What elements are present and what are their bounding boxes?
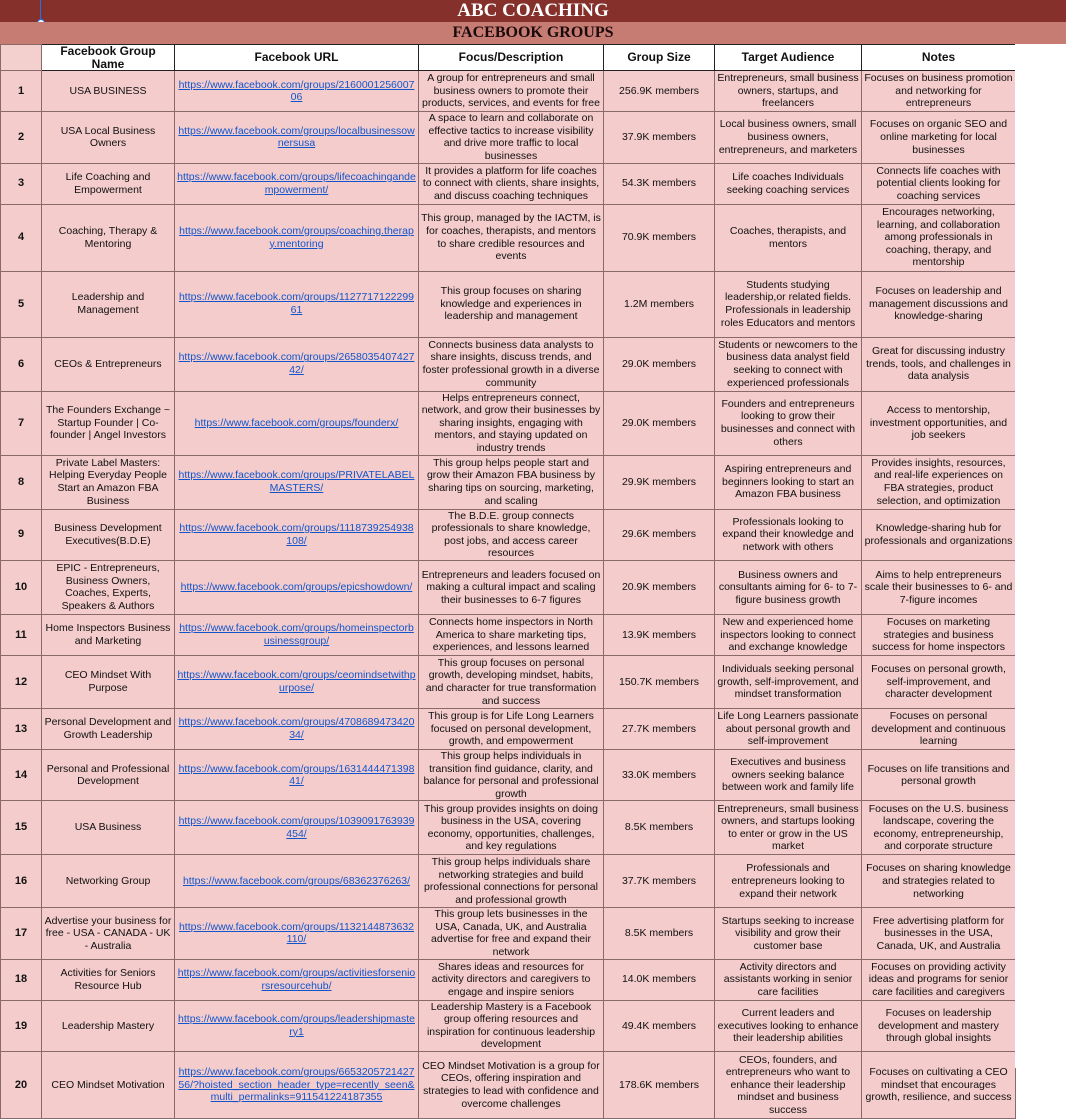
group-size-cell[interactable]: 29.9K members (604, 455, 715, 509)
row-number[interactable]: 7 (1, 391, 42, 455)
facebook-url-cell[interactable] (175, 959, 419, 1000)
facebook-url-link[interactable]: https://www.facebook.com/groups/1132144873632110/ (178, 920, 415, 946)
row-number[interactable]: 14 (1, 749, 42, 800)
group-name-cell[interactable]: Activities for Seniors Resource Hub (42, 959, 175, 1000)
facebook-url-cell[interactable] (175, 560, 419, 614)
focus-description-cell[interactable]: Leadership Mastery is a Facebook group offering resources and inspiration for continuous leadership development (419, 1000, 604, 1051)
facebook-url-link[interactable]: https://www.facebook.com/groups/homeinspectorbusinessgroup/ (179, 622, 414, 647)
target-audience-cell[interactable]: Entrepreneurs, small business owners, and startups looking to enter or grow in the US market (715, 801, 862, 855)
table-row (1, 708, 1016, 749)
table-row (1, 455, 1016, 509)
group-size-cell[interactable]: 27.7K members (604, 708, 715, 749)
focus-description-cell[interactable]: This group helps individuals share networking strategies and build professional connections for personal and professional growth (419, 855, 604, 908)
group-name-cell[interactable]: EPIC - Entrepreneurs, Business Owners, Coaches, Experts, Speakers & Authors (42, 560, 175, 614)
header-group-name[interactable]: Facebook Group Name (42, 45, 175, 71)
row-number[interactable]: 15 (1, 801, 42, 855)
notes-cell[interactable]: Focuses on cultivating a CEO mindset that encourages growth, resilience, and success (862, 1052, 1016, 1119)
group-size-cell[interactable]: 178.6K members (604, 1052, 715, 1119)
focus-description-cell[interactable]: This group lets businesses in the USA, Canada, UK, and Australia advertise for free and expand their network (419, 908, 604, 959)
facebook-url-link[interactable]: https://www.facebook.com/groups/216000125600706 (178, 78, 415, 104)
group-name-cell[interactable]: Home Inspectors Business and Marketing (42, 614, 175, 655)
table-row (1, 801, 1016, 855)
notes-cell[interactable]: Great for discussing industry trends, tools, and challenges in data analysis (862, 337, 1016, 391)
notes-cell[interactable]: Focuses on providing activity ideas and programs for senior care facilities and caregivers (862, 959, 1016, 1000)
group-name-cell[interactable]: Private Label Masters: Helping Everyday People Start an Amazon FBA Business (42, 455, 175, 509)
table-row (1, 1052, 1016, 1119)
facebook-url-link[interactable]: https://www.facebook.com/groups/ceomindsetwithpurpose/ (177, 669, 416, 694)
group-name-cell[interactable]: Coaching, Therapy & Mentoring (42, 204, 175, 271)
target-audience-cell[interactable]: Current leaders and executives looking to enhance their leadership abilities (715, 1000, 862, 1051)
focus-description-cell[interactable]: This group is for Life Long Learners focused on personal development, growth, and empowerment (419, 708, 604, 749)
table-row (1, 509, 1016, 560)
facebook-url-cell[interactable] (175, 614, 419, 655)
target-audience-cell[interactable]: Life coaches Individuals seeking coaching services (715, 163, 862, 204)
group-size-cell[interactable]: 29.6K members (604, 509, 715, 560)
sheet-subtitle-cell[interactable]: FACEBOOK GROUPS (0, 22, 1066, 44)
target-audience-cell[interactable]: CEOs, founders, and entrepreneurs who want to enhance their leadership mindset and business success (715, 1052, 862, 1119)
focus-description-cell[interactable]: This group helps individuals in transition find guidance, clarity, and balance for personal and professional growth (419, 749, 604, 800)
focus-description-cell[interactable]: It provides a platform for life coaches to connect with clients, share insights, and discuss coaching techniques (419, 163, 604, 204)
notes-cell[interactable]: Focuses on life transitions and personal growth (862, 749, 1016, 800)
facebook-url-cell[interactable] (175, 163, 419, 204)
row-number[interactable]: 13 (1, 708, 42, 749)
row-number[interactable]: 4 (1, 204, 42, 271)
row-number[interactable]: 5 (1, 271, 42, 337)
group-size-cell[interactable]: 37.7K members (604, 855, 715, 908)
table-row (1, 560, 1016, 614)
facebook-url-link[interactable]: https://www.facebook.com/groups/coaching.therapy.mentoring (179, 224, 414, 250)
facebook-url-link[interactable]: https://www.facebook.com/groups/68362376263/ (182, 874, 411, 887)
row-number[interactable]: 3 (1, 163, 42, 204)
facebook-url-cell[interactable] (175, 455, 419, 509)
target-audience-cell[interactable]: Students studying leadership,or related fields. Professionals in leadership roles Educators and mentors (715, 271, 862, 337)
group-size-cell[interactable]: 8.5K members (604, 908, 715, 959)
focus-description-cell[interactable]: A group for entrepreneurs and small business owners to promote their products, services, and events for free (419, 71, 604, 112)
target-audience-cell[interactable]: Local business owners, small business owners, entrepreneurs, and marketers (715, 112, 862, 163)
target-audience-cell[interactable]: Activity directors and assistants working in senior care facilities (715, 959, 862, 1000)
group-size-cell[interactable]: 8.5K members (604, 801, 715, 855)
focus-description-cell[interactable]: Connects home inspectors in North America to share marketing tips, experiences, and lessons learned (419, 614, 604, 655)
table-row (1, 614, 1016, 655)
focus-description-cell[interactable]: The B.D.E. group connects professionals to share knowledge, post jobs, and access career resources (419, 509, 604, 560)
table-row (1, 271, 1016, 337)
facebook-url-cell[interactable] (175, 1052, 419, 1119)
notes-cell[interactable]: Focuses on marketing strategies and business success for home inspectors (862, 614, 1016, 655)
table-row (1, 655, 1016, 708)
facebook-url-link[interactable]: https://www.facebook.com/groups/1118739254938108/ (179, 522, 414, 547)
header-group-size[interactable]: Group Size (604, 45, 715, 71)
group-size-cell[interactable]: 70.9K members (604, 204, 715, 271)
row-number[interactable]: 18 (1, 959, 42, 1000)
row-number[interactable]: 8 (1, 455, 42, 509)
group-name-cell[interactable]: Personal and Professional Development (42, 749, 175, 800)
notes-cell[interactable]: Connects life coaches with potential clients looking for coaching services (862, 163, 1016, 204)
facebook-url-cell[interactable] (175, 855, 419, 908)
group-name-cell[interactable]: Leadership and Management (42, 271, 175, 337)
target-audience-cell[interactable]: Entrepreneurs, small business owners, startups, and freelancers (715, 71, 862, 112)
facebook-url-cell[interactable] (175, 204, 419, 271)
facebook-url-link[interactable]: https://www.facebook.com/groups/leadershipmastery1 (178, 1013, 415, 1038)
facebook-url-link[interactable]: https://www.facebook.com/groups/founderx/ (194, 416, 399, 429)
facebook-url-link[interactable]: https://www.facebook.com/groups/112771712229961 (178, 291, 415, 317)
notes-cell[interactable]: Focuses on leadership and management discussions and knowledge-sharing (862, 271, 1016, 337)
table-row (1, 71, 1016, 112)
target-audience-cell[interactable]: Individuals seeking personal growth, self-improvement, and mindset transformation (715, 655, 862, 708)
focus-description-cell[interactable]: Connects business data analysts to share insights, discuss trends, and foster professional growth in a diverse community (419, 337, 604, 391)
row-number[interactable]: 19 (1, 1000, 42, 1051)
focus-description-cell[interactable]: Shares ideas and resources for activity directors and caregivers to engage and inspire seniors (419, 959, 604, 1000)
group-size-cell[interactable]: 54.3K members (604, 163, 715, 204)
notes-cell[interactable]: Focuses on organic SEO and online marketing for local businesses (862, 112, 1016, 163)
row-number[interactable]: 17 (1, 908, 42, 959)
group-name-cell[interactable]: CEO Mindset With Purpose (42, 655, 175, 708)
facebook-url-cell[interactable] (175, 801, 419, 855)
group-name-cell[interactable]: Business Development Executives(B.D.E) (42, 509, 175, 560)
facebook-url-cell[interactable] (175, 509, 419, 560)
header-row (1, 45, 1016, 71)
focus-description-cell[interactable]: This group focuses on personal growth, developing mindset, habits, and character for true transformation and success (419, 655, 604, 708)
facebook-url-link[interactable]: https://www.facebook.com/groups/470868947342034/ (178, 716, 415, 741)
header-notes[interactable]: Notes (862, 45, 1016, 71)
group-size-cell[interactable]: 13.9K members (604, 614, 715, 655)
header-facebook-url[interactable]: Facebook URL (175, 45, 419, 71)
table-row (1, 1000, 1016, 1051)
focus-description-cell[interactable]: This group provides insights on doing business in the USA, covering economy, opportunities, challenges, and key regulations (419, 801, 604, 855)
sheet-title-cell[interactable]: ABC COACHING (0, 0, 1066, 22)
row-number[interactable]: 6 (1, 337, 42, 391)
facebook-url-link[interactable]: https://www.facebook.com/groups/1039091763939454/ (178, 815, 415, 840)
table-row (1, 391, 1016, 455)
facebook-groups-table (0, 44, 1016, 1119)
notes-cell[interactable]: Access to mentorship, investment opportunities, and job seekers (862, 391, 1016, 455)
notes-cell[interactable]: Knowledge-sharing hub for professionals and organizations (862, 509, 1016, 560)
row-number[interactable]: 1 (1, 71, 42, 112)
target-audience-cell[interactable]: Executives and business owners seeking balance between work and family life (715, 749, 862, 800)
facebook-url-link[interactable]: https://www.facebook.com/groups/epicshowdown/ (180, 581, 413, 594)
notes-cell[interactable]: Encourages networking, learning, and collaboration among professionals in coaching, therapy, and mentorship (862, 204, 1016, 271)
row-number[interactable]: 20 (1, 1052, 42, 1119)
notes-cell[interactable]: Focuses on personal growth, self-improvement, and character development (862, 655, 1016, 708)
focus-description-cell[interactable]: This group, managed by the IACTM, is for coaches, therapists, and mentors to share credible resources and events (419, 204, 604, 271)
facebook-url-cell[interactable] (175, 1000, 419, 1051)
notes-cell[interactable]: Provides insights, resources, and real-life experiences on FBA strategies, product selection, and optimization (862, 455, 1016, 509)
row-number[interactable]: 11 (1, 614, 42, 655)
group-name-cell[interactable]: USA Business (42, 801, 175, 855)
group-name-cell[interactable]: Leadership Mastery (42, 1000, 175, 1051)
group-name-cell[interactable]: Advertise your business for free - USA - CANADA - UK - Australia (42, 908, 175, 959)
notes-cell[interactable]: Focuses on the U.S. business landscape, covering the economy, entrepreneurship, and corporate structure (862, 801, 1016, 855)
table-row (1, 337, 1016, 391)
group-name-cell[interactable]: USA Local Business Owners (42, 112, 175, 163)
facebook-url-link[interactable]: https://www.facebook.com/groups/PRIVATELABELMASTERS/ (178, 469, 415, 495)
notes-cell[interactable]: Focuses on personal development and continuous learning (862, 708, 1016, 749)
group-size-cell[interactable]: 29.0K members (604, 391, 715, 455)
facebook-url-cell[interactable] (175, 908, 419, 959)
group-name-cell[interactable]: Personal Development and Growth Leadership (42, 708, 175, 749)
facebook-url-link[interactable]: https://www.facebook.com/groups/lifecoachingandempowerment/ (177, 170, 416, 196)
group-size-cell[interactable]: 49.4K members (604, 1000, 715, 1051)
group-size-cell[interactable]: 14.0K members (604, 959, 715, 1000)
target-audience-cell[interactable]: Students or newcomers to the business data analyst field seeking to connect with experienced professionals (715, 337, 862, 391)
target-audience-cell[interactable]: Coaches, therapists, and mentors (715, 204, 862, 271)
row-number[interactable]: 10 (1, 560, 42, 614)
focus-description-cell[interactable]: This group helps people start and grow their Amazon FBA business by sharing tips on sourcing, marketing, and scaling (419, 455, 604, 509)
facebook-url-cell[interactable] (175, 271, 419, 337)
facebook-url-link[interactable]: https://www.facebook.com/groups/localbusinessownersusa (178, 124, 415, 150)
focus-description-cell[interactable]: This group focuses on sharing knowledge and experiences in leadership and management (419, 271, 604, 337)
table-row (1, 112, 1016, 163)
group-size-cell[interactable]: 1.2M members (604, 271, 715, 337)
header-focus-description[interactable]: Focus/Description (419, 45, 604, 71)
facebook-url-cell[interactable] (175, 391, 419, 455)
notes-cell[interactable]: Focuses on leadership development and mastery through global insights (862, 1000, 1016, 1051)
group-name-cell[interactable]: CEO Mindset Motivation (42, 1052, 175, 1119)
focus-description-cell[interactable]: Entrepreneurs and leaders focused on making a cultural impact and scaling their businesses to 6-7 figures (419, 560, 604, 614)
focus-description-cell[interactable]: CEO Mindset Motivation is a group for CEOs, offering inspiration and strategies to lead with confidence and overcome challenges (419, 1052, 604, 1119)
target-audience-cell[interactable]: Startups seeking to increase visibility and grow their customer base (715, 908, 862, 959)
group-size-cell[interactable]: 20.9K members (604, 560, 715, 614)
target-audience-cell[interactable]: Professionals looking to expand their knowledge and network with others (715, 509, 862, 560)
facebook-url-cell[interactable] (175, 71, 419, 112)
group-size-cell[interactable]: 256.9K members (604, 71, 715, 112)
table-row (1, 749, 1016, 800)
notes-cell[interactable]: Focuses on sharing knowledge and strategies related to networking (862, 855, 1016, 908)
facebook-url-cell[interactable] (175, 655, 419, 708)
notes-cell[interactable]: Aims to help entrepreneurs scale their businesses to 6- and 7-figure incomes (862, 560, 1016, 614)
facebook-url-cell[interactable] (175, 708, 419, 749)
target-audience-cell[interactable]: Aspiring entrepreneurs and beginners looking to start an Amazon FBA business (715, 455, 862, 509)
target-audience-cell[interactable]: Business owners and consultants aiming for 6- to 7-figure business growth (715, 560, 862, 614)
row-number[interactable]: 2 (1, 112, 42, 163)
group-size-cell[interactable]: 33.0K members (604, 749, 715, 800)
facebook-url-cell[interactable] (175, 337, 419, 391)
row-number[interactable]: 9 (1, 509, 42, 560)
facebook-url-cell[interactable] (175, 112, 419, 163)
row-number[interactable]: 12 (1, 655, 42, 708)
group-size-cell[interactable]: 37.9K members (604, 112, 715, 163)
target-audience-cell[interactable]: New and experienced home inspectors looking to connect and exchange knowledge (715, 614, 862, 655)
group-name-cell[interactable]: The Founders Exchange ~ Startup Founder | Co-founder | Angel Investors (42, 391, 175, 455)
facebook-url-link[interactable]: https://www.facebook.com/groups/665320572142756/?hoisted_section_header_type=recently_seen&multi_permalinks=911541224187355 (178, 1066, 415, 1104)
notes-cell[interactable]: Focuses on business promotion and networking for entrepreneurs (862, 71, 1016, 112)
table-row (1, 959, 1016, 1000)
group-name-cell[interactable]: USA BUSINESS (42, 71, 175, 112)
table-row (1, 855, 1016, 908)
facebook-url-cell[interactable] (175, 749, 419, 800)
group-size-cell[interactable]: 29.0K members (604, 337, 715, 391)
group-name-cell[interactable]: Life Coaching and Empowerment (42, 163, 175, 204)
table-row (1, 908, 1016, 959)
row-number[interactable]: 16 (1, 855, 42, 908)
table-row (1, 163, 1016, 204)
target-audience-cell[interactable]: Founders and entrepreneurs looking to grow their businesses and connect with others (715, 391, 862, 455)
group-size-cell[interactable]: 150.7K members (604, 655, 715, 708)
target-audience-cell[interactable]: Professionals and entrepreneurs looking to expand their network (715, 855, 862, 908)
header-target-audience[interactable]: Target Audience (715, 45, 862, 71)
facebook-url-link[interactable]: https://www.facebook.com/groups/163144447139841/ (178, 762, 415, 788)
focus-description-cell[interactable]: Helps entrepreneurs connect, network, and grow their businesses by sharing insights, engaging with mentors, and staying updated on industry trends (419, 391, 604, 455)
facebook-url-link[interactable]: https://www.facebook.com/groups/activitiesforseniorsresourcehub/ (177, 967, 416, 992)
facebook-url-link[interactable]: https://www.facebook.com/groups/265803540742742/ (178, 351, 415, 377)
notes-cell[interactable]: Free advertising platform for businesses in the USA, Canada, UK, and Australia (862, 908, 1016, 959)
table-row (1, 204, 1016, 271)
group-name-cell[interactable]: CEOs & Entrepreneurs (42, 337, 175, 391)
target-audience-cell[interactable]: Life Long Learners passionate about personal growth and self-improvement (715, 708, 862, 749)
focus-description-cell[interactable]: A space to learn and collaborate on effective tactics to increase visibility and drive more traffic to local businesses (419, 112, 604, 163)
row-number-header (1, 45, 42, 71)
sheet-empty-column (1015, 44, 1066, 1068)
group-name-cell[interactable]: Networking Group (42, 855, 175, 908)
